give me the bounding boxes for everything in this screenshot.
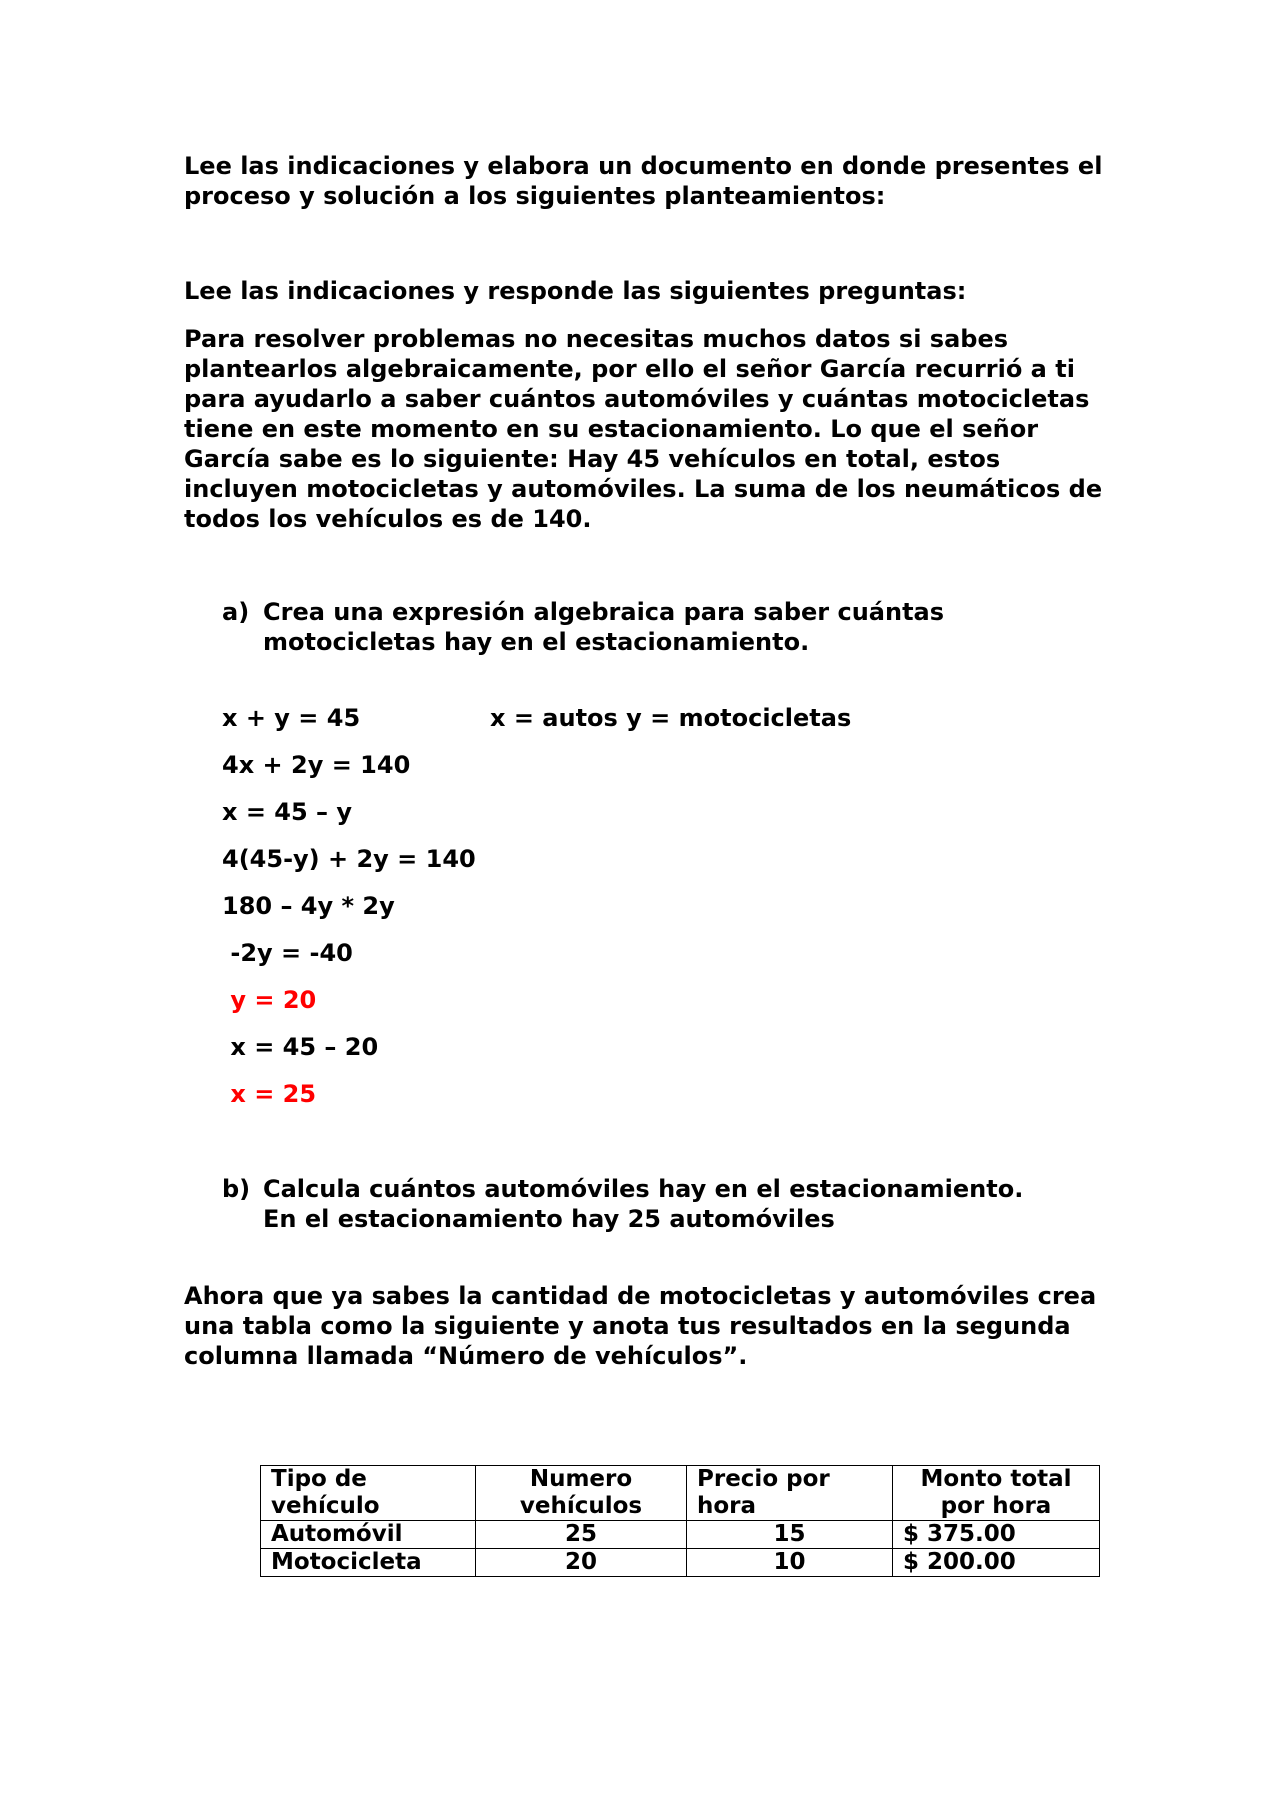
cell-precio: 10	[687, 1549, 893, 1577]
result-y: y = 20	[222, 986, 317, 1014]
problem-paragraph: Para resolver problemas no necesitas muchos datos si sabes plantearlos algebraicamente, por ello el señor García recurrió a ti para ayudarlo a saber cuántos automóviles y cuántas motocicletas tiene en este momento en su estacionamiento. Lo que el señor García sabe es lo siguiente: Hay 45 vehículos en total, estos incluyen motocicletas y automóviles. La suma de los neumáticos de todos los vehículos es de 140.	[184, 325, 1103, 533]
table-row	[261, 1521, 1100, 1549]
header-numero: Numero vehículos	[476, 1466, 687, 1521]
header-precio: Precio por hora	[687, 1466, 893, 1521]
table-row	[261, 1549, 1100, 1577]
cell-numero: 25	[476, 1521, 687, 1549]
equation-6: -2y = -40	[222, 939, 353, 967]
cell-monto: $ 375.00	[893, 1521, 1100, 1549]
header-tipo: Tipo de vehículo	[261, 1466, 476, 1521]
variable-note: x = autos y = motocicletas	[490, 704, 852, 732]
intro-paragraph: Lee las indicaciones y elabora un documento en donde presentes el proceso y solución a los siguientes planteamientos:	[184, 152, 1103, 210]
question-a-marker: a)	[222, 598, 250, 626]
equation-3: x = 45 – y	[222, 798, 353, 826]
equation-2: 4x + 2y = 140	[222, 751, 411, 779]
equation-4: 4(45-y) + 2y = 140	[222, 845, 476, 873]
cell-tipo: Motocicleta	[261, 1549, 476, 1577]
cell-tipo: Automóvil	[261, 1521, 476, 1549]
question-b-answer: En el estacionamiento hay 25 automóviles	[263, 1205, 835, 1233]
instructions-paragraph: Lee las indicaciones y responde las siguientes preguntas:	[184, 277, 967, 305]
header-monto: Monto total por hora	[893, 1466, 1100, 1521]
question-a	[222, 597, 1082, 657]
question-b-text: Calcula cuántos automóviles hay en el estacionamiento.	[263, 1175, 1024, 1203]
table-header-row	[261, 1466, 1100, 1521]
equation-8: x = 45 – 20	[222, 1033, 379, 1061]
question-a-text: Crea una expresión algebraica para saber cuántas motocicletas hay en el estacionamiento.	[263, 598, 945, 656]
equation-5: 180 – 4y * 2y	[222, 892, 395, 920]
question-b-marker: b)	[222, 1175, 251, 1203]
vehicle-table	[260, 1465, 1100, 1577]
table-intro-paragraph: Ahora que ya sabes la cantidad de motocicletas y automóviles crea una tabla como la siguiente y anota tus resultados en la segunda columna llamada “Número de vehículos”.	[184, 1282, 1097, 1370]
question-b	[222, 1174, 1082, 1234]
cell-numero: 20	[476, 1549, 687, 1577]
result-x: x = 25	[222, 1080, 317, 1108]
cell-monto: $ 200.00	[893, 1549, 1100, 1577]
cell-precio: 15	[687, 1521, 893, 1549]
equation-1: x + y = 45	[222, 704, 361, 732]
